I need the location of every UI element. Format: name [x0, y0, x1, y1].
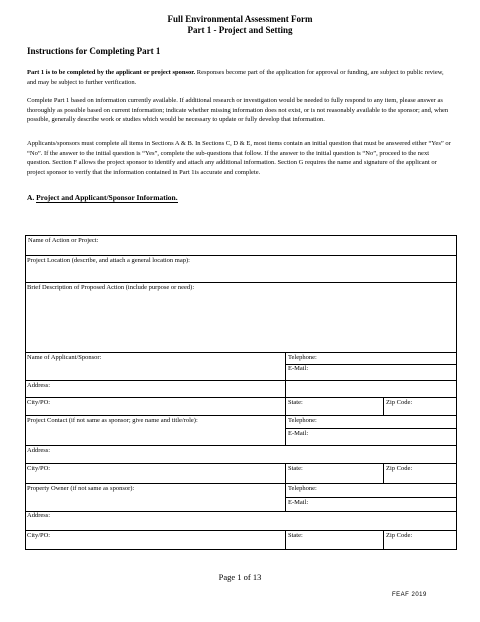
instructions-paragraph-2: Complete Part 1 based on information currently available. If additional research or investigation would be needed to fully respond to any item, please answer as thoroughly as possible based on current information; indicate whether missing information does not exist, or is not reasonably available to the sponsor; and, when possible, generally describe work or studies which would be necessary to update or fully develop that information.	[27, 97, 449, 123]
zip-code-field-1[interactable]: Zip Code:	[386, 399, 413, 406]
property-owner-field[interactable]: Property Owner (if not same as sponsor):	[27, 485, 135, 492]
form-rule	[25, 463, 457, 464]
project-contact-field[interactable]: Project Contact (if not same as sponsor; give name and title/role):	[27, 417, 198, 424]
address-field-1[interactable]: Address:	[27, 382, 51, 389]
form-divider	[285, 463, 286, 483]
form-rule	[25, 380, 457, 381]
form-rule	[25, 511, 457, 512]
state-field-1[interactable]: State:	[288, 399, 303, 406]
form-rule	[285, 497, 457, 498]
page-number: Page 1 of 13	[218, 572, 262, 582]
email-field-3[interactable]: E-Mail:	[288, 499, 309, 506]
telephone-field-3[interactable]: Telephone:	[288, 485, 317, 492]
form-divider	[383, 530, 384, 550]
name-of-action-field[interactable]: Name of Action or Project:	[28, 237, 99, 244]
address-field-2[interactable]: Address:	[27, 447, 51, 454]
state-field-3[interactable]: State:	[288, 532, 303, 539]
city-field-1[interactable]: City/PO:	[27, 399, 51, 406]
form-id-label: FEAF 2019	[392, 592, 427, 598]
instructions-paragraph-1-lead: Part 1 is to be completed by the applicant or project sponsor.	[27, 69, 196, 76]
city-field-2[interactable]: City/PO:	[27, 465, 51, 472]
form-divider	[285, 352, 286, 415]
form-divider	[285, 415, 286, 445]
form-divider	[383, 463, 384, 483]
email-field-1[interactable]: E-Mail:	[288, 365, 309, 372]
form-rule	[25, 415, 457, 416]
city-field-3[interactable]: City/PO:	[27, 532, 51, 539]
section-a-heading	[27, 193, 178, 202]
zip-code-field-2[interactable]: Zip Code:	[386, 465, 413, 472]
section-a-title: Project and Applicant/Sponsor Information.	[36, 193, 178, 202]
applicant-name-field[interactable]: Name of Applicant/Sponsor:	[27, 354, 102, 361]
address-field-3[interactable]: Address:	[27, 512, 51, 519]
zip-code-field-3[interactable]: Zip Code:	[386, 532, 413, 539]
form-rule	[25, 445, 457, 446]
instructions-paragraph-1-body: Responses become part of the application for approval or funding, are subject to public review, and may be subject to further verification.	[27, 69, 444, 86]
form-rule	[25, 397, 457, 398]
instructions-heading: Instructions for Completing Part 1	[27, 46, 161, 56]
instructions-paragraph-3: Applicants/sponsors must complete all items in Sections A & B. In Sections C, D & E, most items contain an initial question that must be answered either “Yes” or “No”. If the answer to the initial question is “Yes”, complete the sub-questions that follow. If the answer to the initial question is “No”, proceed to the next question. Section F allows the project sponsor to identify and attach any additional information. Section G requires the name and signature of the applicant or project sponsor to verify that the information contained in Part 1is accurate and complete.	[27, 140, 451, 176]
telephone-field-2[interactable]: Telephone:	[288, 417, 317, 424]
form-subtitle: Part 1 - Project and Setting	[187, 25, 293, 35]
form-divider	[285, 530, 286, 550]
state-field-2[interactable]: State:	[288, 465, 303, 472]
form-title: Full Environmental Assessment Form	[167, 14, 313, 24]
brief-description-field[interactable]: Brief Description of Proposed Action (include purpose or need):	[27, 284, 195, 291]
form-rule	[25, 352, 457, 353]
form-divider	[383, 397, 384, 415]
form-rule	[25, 483, 457, 484]
email-field-2[interactable]: E-Mail:	[288, 430, 309, 437]
telephone-field-1[interactable]: Telephone:	[288, 354, 317, 361]
form-rule	[285, 428, 457, 429]
form-rule	[25, 530, 457, 531]
section-a-prefix: A.	[27, 193, 37, 202]
project-location-field[interactable]: Project Location (describe, and attach a general location map):	[27, 257, 190, 264]
instructions-paragraph-1	[27, 68, 452, 87]
form-rule	[285, 364, 457, 365]
